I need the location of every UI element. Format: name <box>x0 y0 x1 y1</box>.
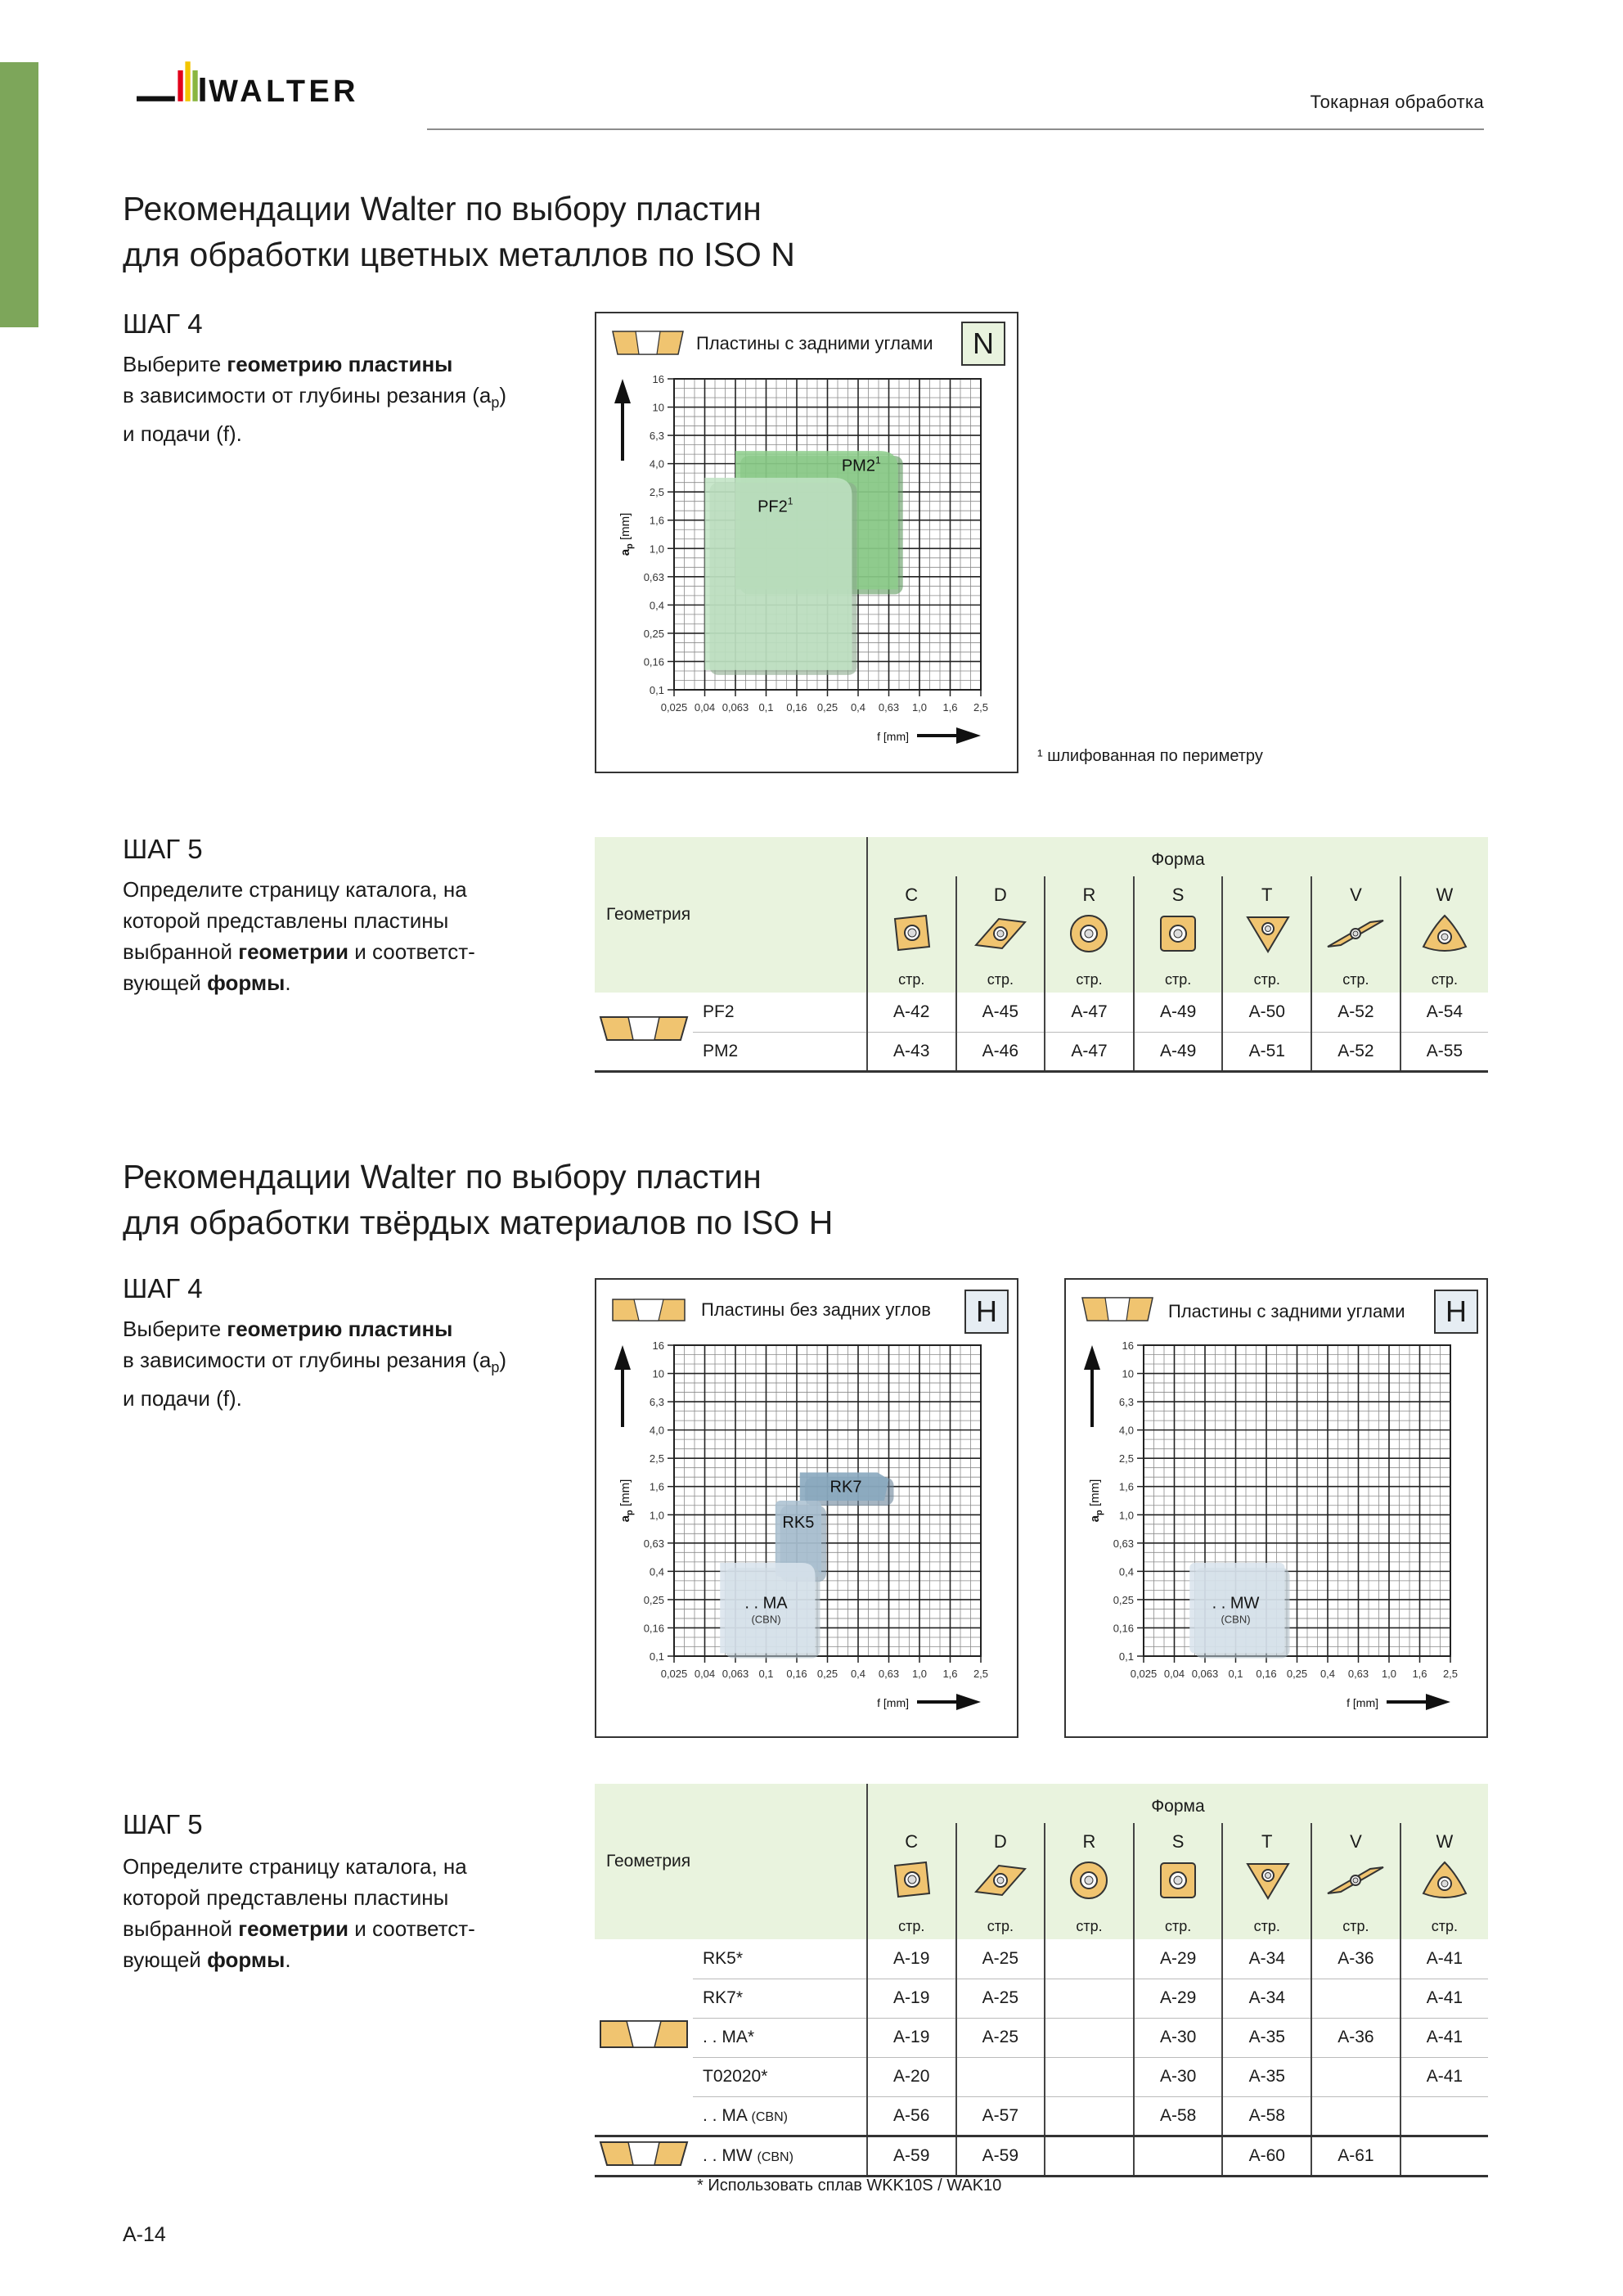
x-tick-label: 0,04 <box>694 701 716 714</box>
insert-shape-w-icon <box>1415 1857 1474 1903</box>
insert-profile-icon <box>1082 1298 1153 1321</box>
y-tick-label: 10 <box>1122 1367 1134 1380</box>
region-label: RK5 <box>782 1513 815 1532</box>
region-ma <box>720 1563 820 1659</box>
chart-n-badge: N <box>961 322 1005 366</box>
page-label: стр. <box>1311 966 1400 993</box>
page-ref-cell: A-35 <box>1222 2018 1311 2057</box>
y-tick-label: 16 <box>652 1339 664 1352</box>
shape-col-c: C <box>867 1823 956 1913</box>
y-axis-label: $a_p$ [mm] <box>1088 1479 1104 1523</box>
y-tick-label: 0,4 <box>1118 1565 1134 1578</box>
row-profile-cell <box>595 993 693 1071</box>
chart-n-plot <box>596 313 1017 772</box>
chart-n <box>595 312 1018 773</box>
insert-shape-r-icon <box>1059 911 1118 957</box>
x-tick-label: 0,4 <box>850 1668 866 1680</box>
table-row <box>595 993 1488 1032</box>
page-ref-cell <box>1045 1939 1134 1979</box>
page-ref-cell: A-49 <box>1134 993 1223 1032</box>
x-axis-label: f [mm] <box>1347 1696 1378 1709</box>
y-tick-label: 10 <box>652 1367 664 1380</box>
catalog-table-n <box>595 837 1488 1073</box>
page-ref-cell: A-30 <box>1134 2057 1223 2096</box>
page-ref-cell: A-19 <box>867 2018 956 2057</box>
insert-shape-r-icon <box>1059 1857 1118 1903</box>
insert-shape-t-icon <box>1238 911 1297 957</box>
page-ref-cell: A-35 <box>1222 2057 1311 2096</box>
page-ref-cell <box>1045 1979 1134 2018</box>
y-tick-label: 16 <box>652 373 664 385</box>
y-tick-label: 6,3 <box>649 1396 664 1409</box>
region-pf2 <box>705 478 857 675</box>
shape-col-d: D <box>956 876 1045 966</box>
x-axis-label: f [mm] <box>877 1696 909 1709</box>
section-h-title-2: для обработки твёрдых материалов по ISO H <box>123 1204 834 1241</box>
chart-h1-title: Пластины без задних углов <box>701 1299 931 1320</box>
y-tick-label: 10 <box>652 401 664 414</box>
page-ref-cell: A-41 <box>1400 1979 1488 2018</box>
page-ref-cell: A-60 <box>1222 2136 1311 2176</box>
page-ref-cell <box>1045 2136 1134 2176</box>
y-tick-label: 2,5 <box>649 1452 664 1465</box>
insert-profile-positive-icon <box>599 2137 689 2170</box>
table-row <box>595 2057 1488 2096</box>
page-ref-cell: A-41 <box>1400 1939 1488 1979</box>
page-ref-cell: A-61 <box>1311 2136 1400 2176</box>
shape-col-r: R <box>1045 1823 1134 1913</box>
col-header-geometry: Геометрия <box>595 837 867 993</box>
y-tick-label: 4,0 <box>1118 1424 1134 1437</box>
region-rk7 <box>800 1472 894 1506</box>
page-ref-cell: A-55 <box>1400 1032 1488 1071</box>
y-tick-label: 1,6 <box>649 514 664 527</box>
insert-shape-v-icon <box>1326 911 1385 957</box>
y-tick-label: 4,0 <box>649 1424 664 1437</box>
insert-shape-w-icon <box>1415 911 1474 957</box>
page-ref-cell <box>1045 2057 1134 2096</box>
region-label: . . MA <box>744 1594 788 1613</box>
y-tick-label: 16 <box>1122 1339 1134 1352</box>
y-axis-label: $a_p$ [mm] <box>618 1479 635 1523</box>
page-ref-cell <box>1400 2136 1488 2176</box>
section-h-title-1: Рекомендации Walter по выбору пластин <box>123 1158 762 1195</box>
page-ref-cell: A-34 <box>1222 1939 1311 1979</box>
chart-h2-title: Пластины с задними углами <box>1168 1301 1405 1321</box>
region-label: $PM2^1$ <box>841 454 881 475</box>
page-label: стр. <box>1045 1913 1134 1939</box>
page-ref-cell <box>1400 2096 1488 2136</box>
shape-col-t: T <box>1222 876 1311 966</box>
y-tick-label: 0,25 <box>643 627 664 640</box>
page-ref-cell <box>1045 2096 1134 2136</box>
y-tick-label: 1,0 <box>649 1509 664 1522</box>
geometry-cell: PF2 <box>693 993 867 1032</box>
walter-logo <box>123 56 401 115</box>
y-tick-label: 0,1 <box>649 684 664 696</box>
y-tick-label: 2,5 <box>1118 1452 1134 1465</box>
x-tick-label: 1,0 <box>911 1668 928 1680</box>
chart-h1-plot <box>596 1280 1017 1736</box>
y-tick-label: 0,4 <box>649 599 664 612</box>
x-tick-label: 0,4 <box>1320 1668 1336 1680</box>
x-tick-label: 0,25 <box>816 701 838 714</box>
region-sublabel: (CBN) <box>751 1613 781 1626</box>
step4-h-label: ШАГ 4 <box>123 1273 203 1303</box>
chart-h1-badge: H <box>964 1290 1009 1334</box>
region-sublabel: (CBN) <box>1221 1613 1251 1626</box>
x-tick-label: 2,5 <box>1442 1668 1459 1680</box>
step5-h-text: Определите страницу каталога, на которой представлены пластины выбранной геометрии и соответст- вующей формы. <box>123 1854 475 1972</box>
page-ref-cell: A-34 <box>1222 1979 1311 2018</box>
y-tick-label: 1,0 <box>1118 1509 1134 1522</box>
chart-n-title: Пластины с задними углами <box>696 333 933 353</box>
insert-profile-icon <box>613 331 683 354</box>
insert-shape-d-icon <box>971 911 1030 957</box>
geometry-cell: . . MA (CBN) <box>693 2096 867 2136</box>
geometry-cell: PM2 <box>693 1032 867 1071</box>
shape-col-r: R <box>1045 876 1134 966</box>
step4-n-label: ШАГ 4 <box>123 308 203 339</box>
page-ref-cell: A-36 <box>1311 2018 1400 2057</box>
x-tick-label: 2,5 <box>973 701 989 714</box>
x-tick-label: 0,63 <box>878 1668 900 1680</box>
catalog-table-h <box>595 1784 1488 2177</box>
page-ref-cell: A-29 <box>1134 1939 1223 1979</box>
region-label: RK7 <box>829 1478 862 1497</box>
page-ref-cell <box>1134 2136 1223 2176</box>
page-label: стр. <box>1134 1913 1223 1939</box>
x-tick-label: 0,16 <box>1256 1668 1277 1680</box>
insert-shape-c-icon <box>882 911 941 957</box>
page-ref-cell: A-46 <box>956 1032 1045 1071</box>
x-tick-label: 0,16 <box>786 1668 807 1680</box>
header-rule <box>427 128 1484 130</box>
page-label: стр. <box>956 966 1045 993</box>
col-header-form: Форма <box>1151 850 1205 869</box>
table-row <box>595 1939 1488 1979</box>
y-tick-label: 0,16 <box>1113 1622 1134 1635</box>
y-tick-label: 1,6 <box>1118 1480 1134 1493</box>
x-tick-label: 0,1 <box>1228 1668 1243 1680</box>
chart-h2-plot <box>1066 1280 1486 1736</box>
shape-col-t: T <box>1222 1823 1311 1913</box>
geometry-cell: . . MW (CBN) <box>693 2136 867 2176</box>
chart-h-with-relief <box>1064 1278 1488 1738</box>
shape-col-w: W <box>1400 876 1488 966</box>
y-tick-label: 0,1 <box>1118 1650 1134 1663</box>
page-ref-cell: A-41 <box>1400 2057 1488 2096</box>
x-tick-label: 0,063 <box>722 1668 749 1680</box>
x-tick-label: 1,0 <box>1381 1668 1397 1680</box>
page-ref-cell: A-57 <box>956 2096 1045 2136</box>
y-tick-label: 0,25 <box>1113 1593 1134 1606</box>
region-label: $PF2^1$ <box>758 495 794 516</box>
y-tick-label: 6,3 <box>1118 1396 1134 1409</box>
page-ref-cell: A-47 <box>1045 993 1134 1032</box>
table-row <box>595 2136 1488 2176</box>
header-section-title: Токарная обработка <box>1310 92 1484 112</box>
y-tick-label: 2,5 <box>649 486 664 499</box>
y-tick-label: 6,3 <box>649 430 664 443</box>
page-ref-cell: A-59 <box>956 2136 1045 2176</box>
x-tick-label: 0,63 <box>878 701 900 714</box>
page-ref-cell <box>1045 2018 1134 2057</box>
y-tick-label: 1,6 <box>649 1480 664 1493</box>
section-n-title-2: для обработки цветных металлов по ISO N <box>123 236 795 273</box>
x-tick-label: 0,25 <box>816 1668 838 1680</box>
x-tick-label: 0,16 <box>786 701 807 714</box>
chart-h-without-relief <box>595 1278 1018 1738</box>
shape-col-s: S <box>1134 876 1223 966</box>
chart-h2-badge: H <box>1434 1290 1478 1334</box>
page-ref-cell: A-56 <box>893 2105 930 2125</box>
page-ref-cell: A-58 <box>1134 2096 1223 2136</box>
x-axis-label: f [mm] <box>877 730 909 743</box>
x-tick-label: 0,1 <box>758 1668 774 1680</box>
row-profile-cell <box>595 1939 693 2136</box>
page-ref-cell: A-43 <box>867 1032 956 1071</box>
page-label: стр. <box>1222 1913 1311 1939</box>
x-tick-label: 0,025 <box>1130 1668 1158 1680</box>
page-label: стр. <box>1134 966 1223 993</box>
x-tick-label: 1,6 <box>942 1668 958 1680</box>
page-ref-cell <box>956 2057 1045 2096</box>
page-ref-cell: A-25 <box>956 1979 1045 2018</box>
page-ref-cell: A-25 <box>956 2018 1045 2057</box>
page-ref-cell <box>1311 1979 1400 2018</box>
page-label: стр. <box>1222 966 1311 993</box>
page-ref-cell: A-41 <box>1400 2018 1488 2057</box>
y-tick-label: 1,0 <box>649 542 664 556</box>
x-tick-label: 0,25 <box>1286 1668 1308 1680</box>
page-label: стр. <box>898 1917 925 1934</box>
step5-h-label: ШАГ 5 <box>123 1809 203 1839</box>
insert-profile-negative-icon <box>599 2018 689 2051</box>
page-number: A-14 <box>123 2223 166 2246</box>
geometry-cell: . . MA* <box>693 2018 867 2057</box>
page-ref-cell <box>1311 2057 1400 2096</box>
col-header-form: Форма <box>1151 1797 1205 1816</box>
region-label: . . MW <box>1212 1594 1260 1613</box>
page-ref-cell: A-51 <box>1222 1032 1311 1071</box>
x-tick-label: 2,5 <box>973 1668 989 1680</box>
table-row <box>595 1032 1488 1071</box>
page-ref-cell: A-42 <box>867 993 956 1032</box>
insert-profile-icon <box>613 1299 685 1321</box>
insert-profile-positive-icon <box>599 1012 689 1045</box>
table-row <box>595 2018 1488 2057</box>
page-ref-cell: A-58 <box>1222 2096 1311 2136</box>
y-tick-label: 0,25 <box>643 1593 664 1606</box>
walter-wordmark: WALTER <box>209 74 359 109</box>
geometry-cell: T02020* <box>693 2057 867 2096</box>
insert-shape-v-icon <box>1326 1857 1385 1903</box>
x-tick-label: 0,4 <box>850 701 866 714</box>
geometry-cell: RK5* <box>693 1939 867 1979</box>
page-ref-cell: A-19 <box>867 1939 956 1979</box>
y-tick-label: 0,63 <box>643 570 664 583</box>
x-tick-label: 0,063 <box>722 701 749 714</box>
page-ref-cell: A-30 <box>1134 2018 1223 2057</box>
section-n-title-1: Рекомендации Walter по выбору пластин <box>123 190 762 227</box>
insert-shape-d-icon <box>971 1857 1030 1903</box>
step5-n-label: ШАГ 5 <box>123 834 203 864</box>
y-tick-label: 4,0 <box>649 457 664 470</box>
insert-shape-c-icon <box>882 1857 941 1903</box>
x-tick-label: 0,04 <box>694 1668 716 1680</box>
y-tick-label: 0,63 <box>1113 1537 1134 1550</box>
page-label: стр. <box>1400 966 1488 993</box>
y-tick-label: 0,63 <box>643 1537 664 1550</box>
x-tick-label: 1,6 <box>942 701 958 714</box>
page-ref-cell: A-52 <box>1311 993 1400 1032</box>
page-ref-cell: A-52 <box>1311 1032 1400 1071</box>
geometry-cell: RK7* <box>693 1979 867 2018</box>
step5-n-text: Определите страницу каталога, на которой представлены пластины выбранной геометрии и соответст- вующей формы. <box>123 877 475 995</box>
col-header-geometry: Геометрия <box>595 1784 867 1939</box>
step4-n-text: Выберите геометрию пластины в зависимости от глубины резания $(a_p)$ и подачи (f). <box>123 352 507 447</box>
page-ref-cell: A-54 <box>1400 993 1488 1032</box>
page-ref-cell: A-19 <box>867 1979 956 2018</box>
shape-col-v: V <box>1311 876 1400 966</box>
page-ref-cell: A-45 <box>956 993 1045 1032</box>
table-row <box>595 1979 1488 2018</box>
x-tick-label: 0,1 <box>758 701 774 714</box>
page-label: стр. <box>1311 1913 1400 1939</box>
page-ref-cell: A-59 <box>867 2136 956 2176</box>
step4-h-text: Выберите геометрию пластины в зависимости от глубины резания $(a_p)$ и подачи (f). <box>123 1317 507 1411</box>
page-ref-cell: A-50 <box>1222 993 1311 1032</box>
table-row <box>595 2096 1488 2136</box>
page-label: стр. <box>1400 1913 1488 1939</box>
page-ref-cell: A-20 <box>867 2057 956 2096</box>
page-ref-cell <box>1311 2096 1400 2136</box>
page-label: стр. <box>956 1913 1045 1939</box>
row-profile-cell <box>595 2136 693 2176</box>
page-ref-cell: A-49 <box>1134 1032 1223 1071</box>
y-tick-label: 0,16 <box>643 655 664 669</box>
shape-col-s: S <box>1134 1823 1223 1913</box>
y-tick-label: 0,4 <box>649 1565 664 1578</box>
x-tick-label: 0,63 <box>1347 1668 1369 1680</box>
shape-col-c: C <box>867 876 956 966</box>
y-tick-label: 0,1 <box>649 1650 664 1663</box>
x-tick-label: 1,0 <box>911 701 928 714</box>
x-tick-label: 1,6 <box>1412 1668 1427 1680</box>
insert-shape-s-icon <box>1149 911 1207 957</box>
page-ref-cell: A-47 <box>1045 1032 1134 1071</box>
insert-shape-t-icon <box>1238 1857 1297 1903</box>
insert-shape-s-icon <box>1149 1857 1207 1903</box>
x-tick-label: 0,025 <box>660 1668 688 1680</box>
shape-col-v: V <box>1311 1823 1400 1913</box>
x-tick-label: 0,04 <box>1163 1668 1185 1680</box>
page-ref-cell: A-36 <box>1311 1939 1400 1979</box>
section-color-bar <box>0 62 38 327</box>
x-tick-label: 0,025 <box>660 701 688 714</box>
y-tick-label: 0,16 <box>643 1622 664 1635</box>
x-tick-label: 0,063 <box>1191 1668 1219 1680</box>
footnote-n: ¹ шлифованная по периметру <box>1037 747 1263 765</box>
y-axis-label: $a_p$ [mm] <box>618 512 635 556</box>
region-mw <box>1189 1563 1289 1659</box>
footnote-h: * Использовать сплав WKK10S / WAK10 <box>697 2177 1002 2195</box>
page-label: стр. <box>898 970 925 988</box>
shape-col-w: W <box>1400 1823 1488 1913</box>
page-ref-cell: A-29 <box>1134 1979 1223 2018</box>
page-ref-cell: A-25 <box>956 1939 1045 1979</box>
page-label: стр. <box>1045 966 1134 993</box>
shape-col-d: D <box>956 1823 1045 1913</box>
